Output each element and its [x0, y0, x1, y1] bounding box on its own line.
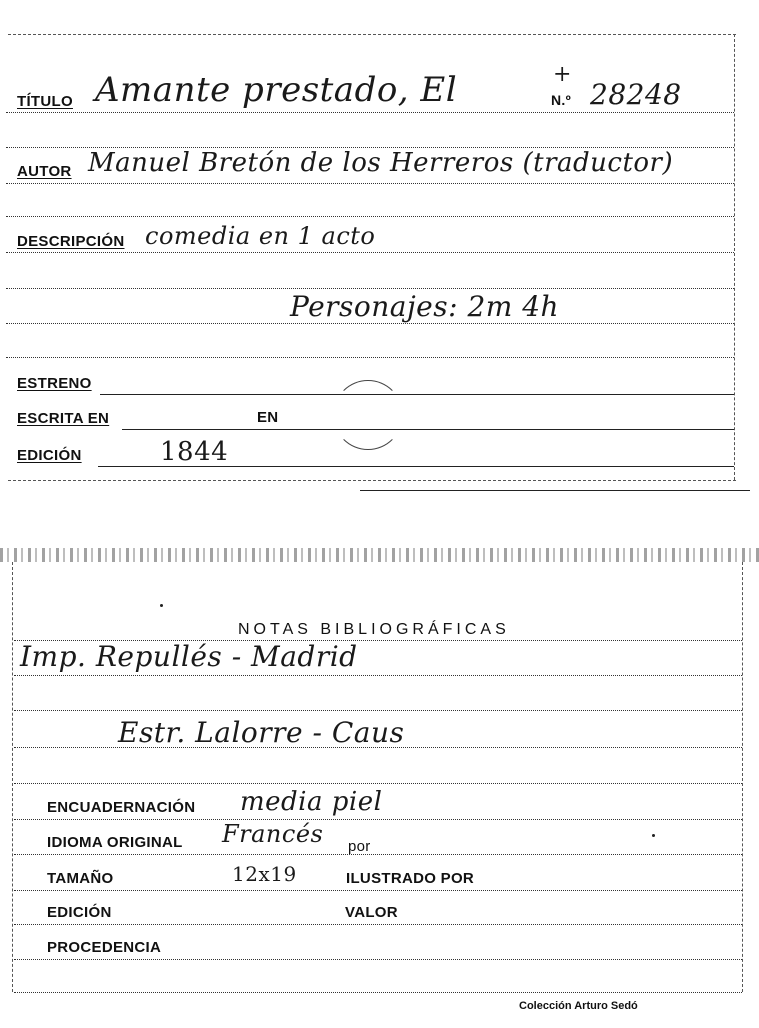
- card-top-edge: [8, 34, 736, 35]
- titulo-value: Amante prestado, El: [95, 70, 458, 110]
- rule: [6, 183, 734, 184]
- por-label: por: [348, 838, 371, 855]
- en-label: EN: [257, 409, 279, 426]
- idioma-value: Francés: [222, 820, 324, 848]
- rule: [14, 747, 742, 748]
- estreno-label: ESTRENO: [17, 375, 92, 392]
- escrita-label: ESCRITA EN: [17, 410, 110, 427]
- card-left-edge: [12, 562, 13, 992]
- note-line-2: Estr. Lalorre - Caus: [118, 716, 405, 749]
- rule: [6, 216, 734, 217]
- card-right-edge: [742, 562, 743, 992]
- procedencia-label: PROCEDENCIA: [47, 939, 162, 956]
- idioma-label: IDIOMA ORIGINAL: [47, 834, 183, 851]
- catalog-card-top: [0, 0, 759, 500]
- rule: [6, 252, 734, 253]
- rule: [14, 924, 742, 925]
- tamano-value: 12x19: [232, 862, 297, 886]
- encuadernacion-value: media piel: [240, 787, 383, 817]
- descripcion-value: comedia en 1 acto: [145, 222, 376, 250]
- edicion-value: 1844: [160, 437, 229, 467]
- ink-speck: [652, 834, 655, 837]
- ink-speck: [160, 604, 163, 607]
- valor-label: VALOR: [345, 904, 398, 921]
- rule: [14, 675, 742, 676]
- escrita-line: [122, 429, 734, 430]
- encuadernacion-label: ENCUADERNACIÓN: [47, 799, 196, 816]
- estreno-line: [100, 394, 734, 395]
- edge-shadow-line: [360, 490, 750, 491]
- numero-label: N.º: [551, 92, 572, 108]
- personajes-value: Personajes: 2m 4h: [290, 290, 560, 323]
- rule: [14, 890, 742, 891]
- tamano-label: TAMAÑO: [47, 870, 114, 887]
- numero-mark: +: [553, 62, 572, 87]
- titulo-label: TÍTULO: [17, 93, 73, 110]
- rule: [6, 288, 734, 289]
- autor-value: Manuel Bretón de los Herreros (traductor): [88, 148, 674, 178]
- catalog-card-bottom: [0, 540, 759, 1028]
- numero-value: 28248: [590, 78, 682, 111]
- edicion-label: EDICIÓN: [47, 904, 112, 921]
- rule: [14, 959, 742, 960]
- rule: [14, 710, 742, 711]
- rule: [6, 112, 734, 113]
- rule: [6, 357, 734, 358]
- rule: [14, 819, 742, 820]
- rule: [14, 854, 742, 855]
- card-right-edge: [734, 34, 735, 480]
- note-line-1: Imp. Repullés - Madrid: [20, 640, 358, 673]
- rule: [14, 783, 742, 784]
- rule: [14, 992, 742, 993]
- edicion-line: [98, 466, 734, 467]
- edicion-label: EDICIÓN: [17, 447, 82, 464]
- card-bottom-edge: [8, 480, 736, 481]
- ilustrado-label: ILUSTRADO POR: [346, 870, 475, 887]
- autor-label: AUTOR: [17, 163, 72, 180]
- rule: [6, 323, 734, 324]
- collection-footer: Colección Arturo Sedó: [519, 1000, 638, 1012]
- descripcion-label: DESCRIPCIÓN: [17, 233, 125, 250]
- notas-heading: NOTAS BIBLIOGRÁFICAS: [238, 621, 510, 638]
- stamp-circle: [333, 380, 403, 450]
